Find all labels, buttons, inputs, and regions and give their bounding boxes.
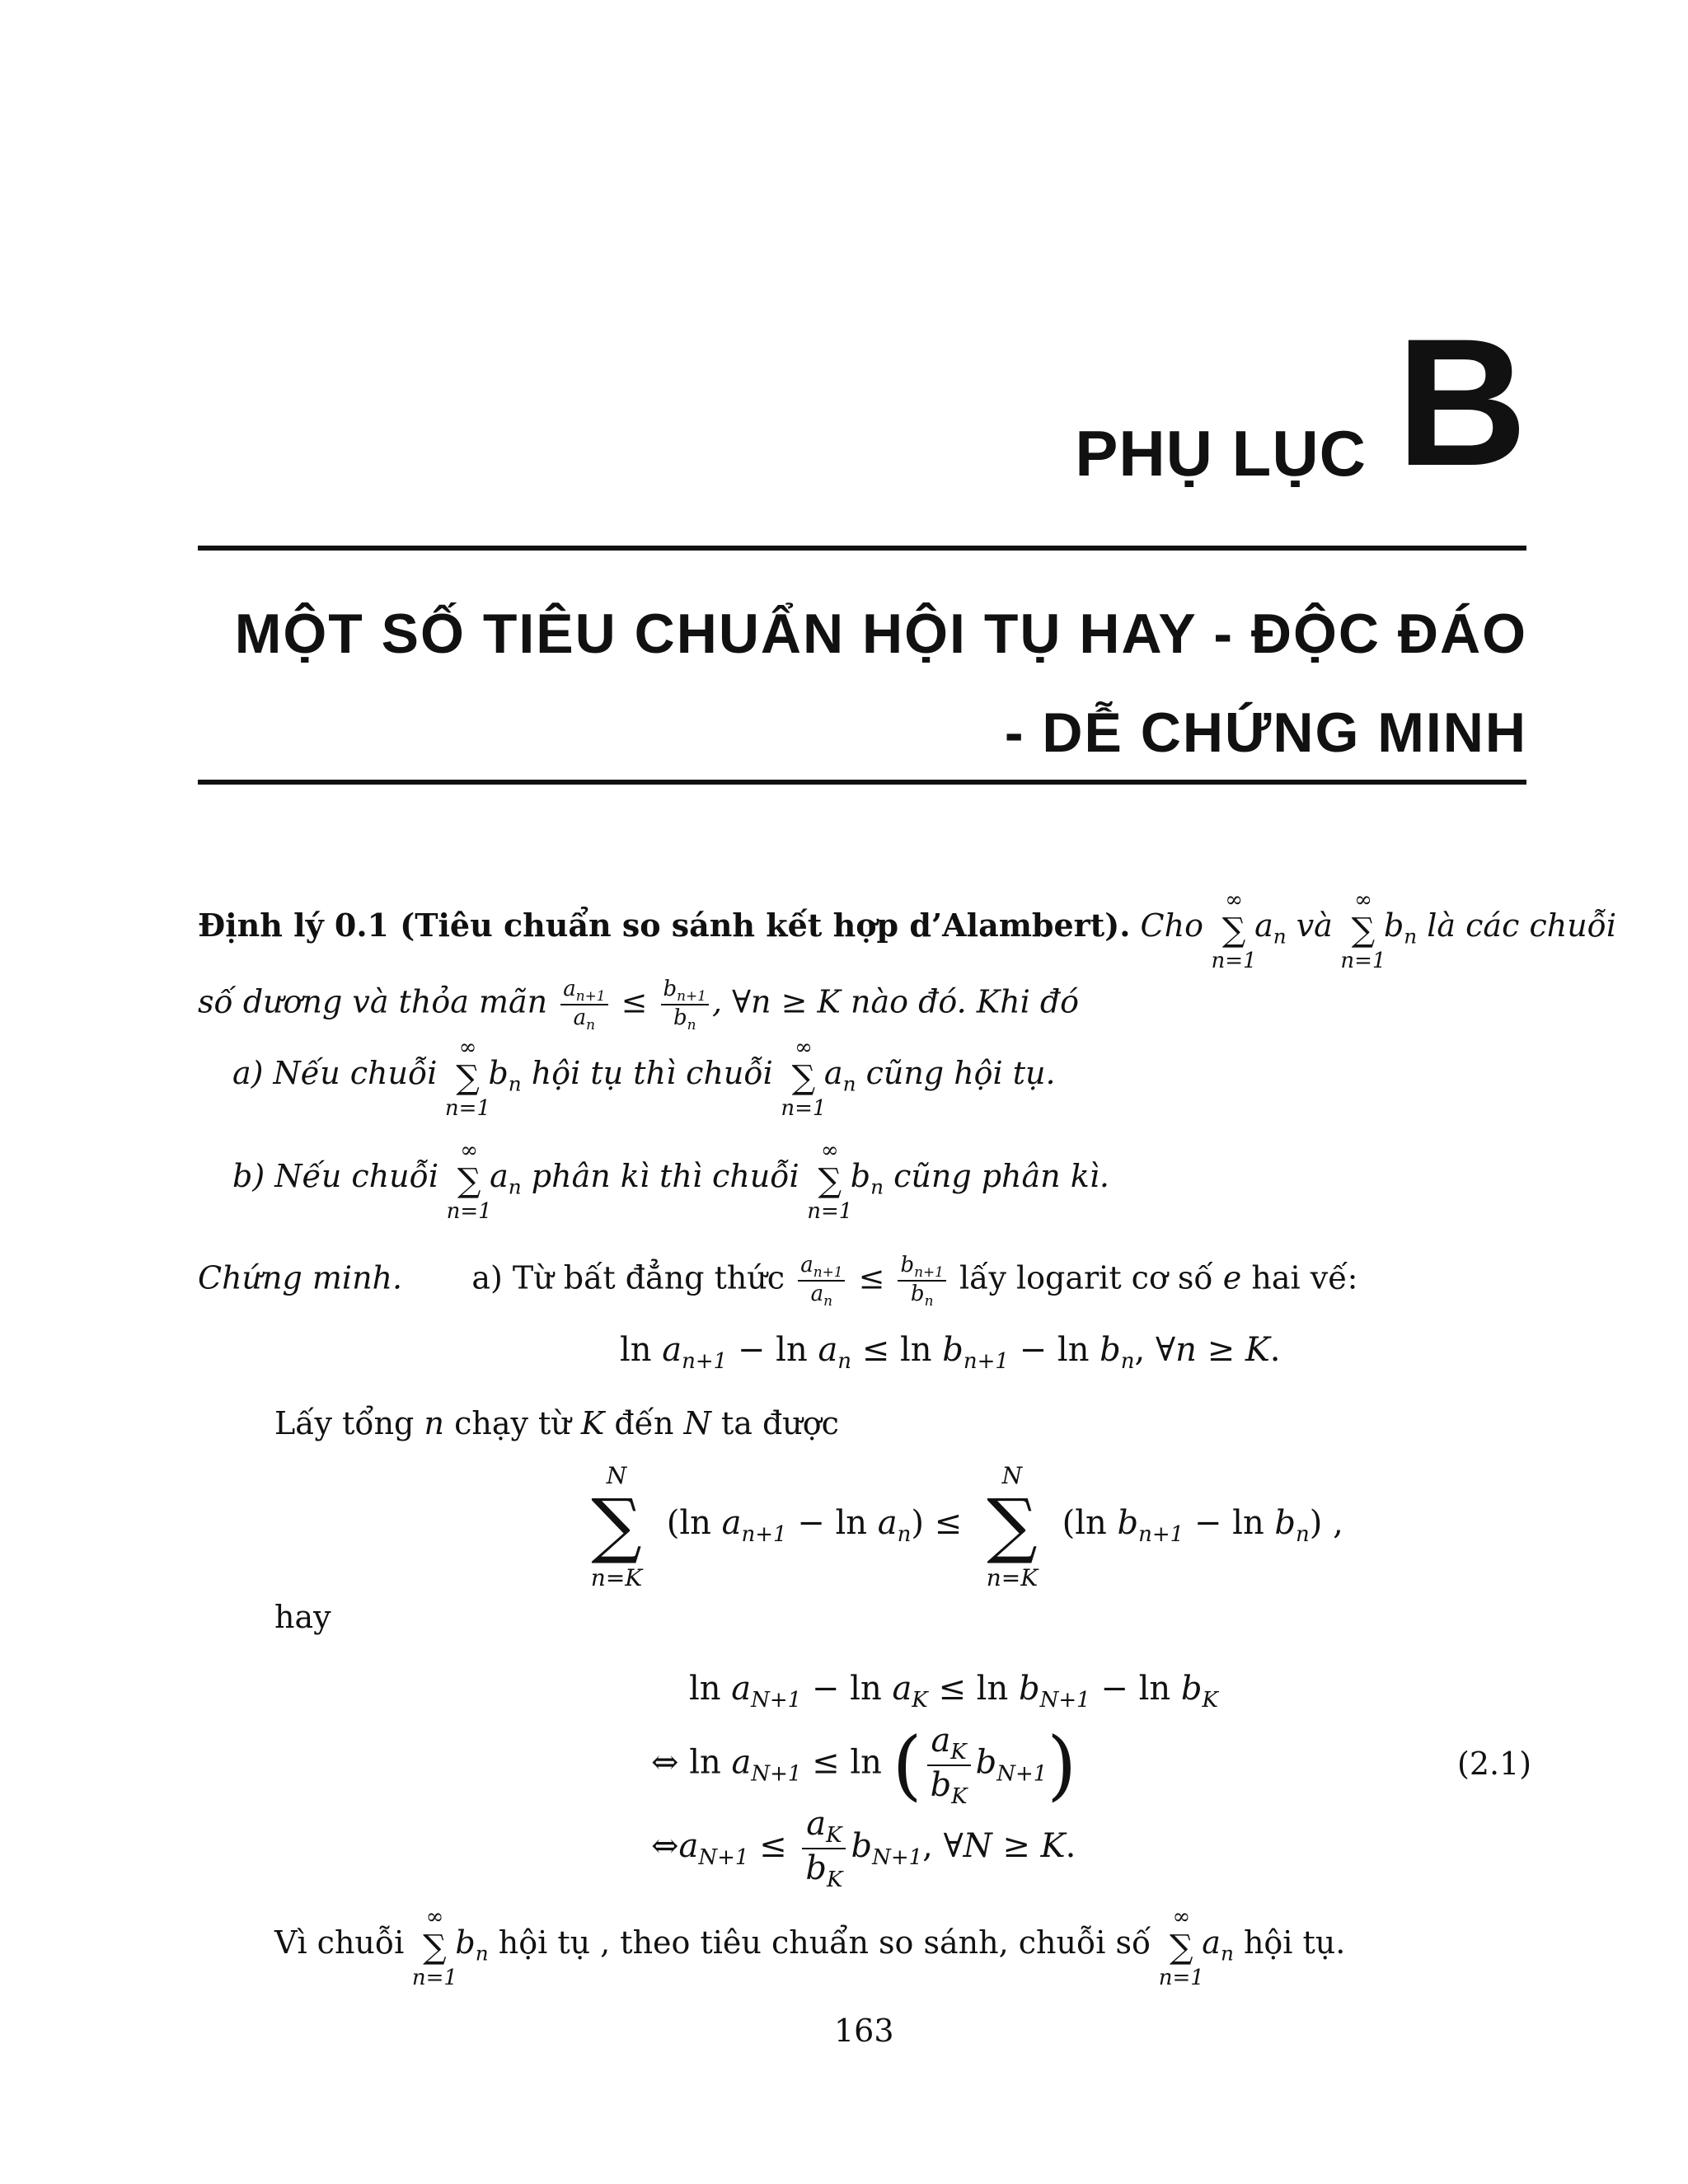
equation-log-inequality: $\ln a_{n+1} - \ln a_n \le \ln b_{n+1} - \ln b_n$, ∀n ≥ K.: [620, 1331, 1281, 1374]
theorem-text: nào đó. Khi đó: [850, 983, 1080, 1020]
proof-text: hai vế:: [1251, 1259, 1358, 1296]
proof-label: Chứng minh.: [198, 1259, 403, 1296]
item-text: hội tụ thì chuỗi: [531, 1055, 773, 1091]
fraction: $\frac{a_{n+1}}{a_n}$: [798, 1253, 845, 1309]
item-text: cũng hội tụ.: [865, 1055, 1056, 1091]
chapter-letter: B: [1396, 301, 1527, 504]
theorem-text: và: [1296, 907, 1333, 944]
proof-text: a) Từ bất đẳng thức: [471, 1259, 785, 1296]
fraction: $\frac{b_{n+1}}{b_n}$: [898, 1253, 945, 1309]
theorem-item-b: b) Nếu chuỗi ∞ ∑ n=1 $a_n$ phân kì thì chuỗi ∞ ∑ n=1 $b_n$ cũng phân kì.: [232, 1137, 1109, 1224]
sum-symbol: ∞ ∑ n=1: [781, 1034, 827, 1121]
title-rule-bottom: [198, 780, 1526, 785]
fraction: $\frac{a_{n+1}}{a_n}$: [560, 977, 607, 1033]
equation-sum-inequality: N ∑ n=K (ln $a_{n+1} - \ln a_n$) ≤ N ∑ n=K (ln $b_{n+1} - \ln b_n$) ,: [577, 1490, 1343, 1561]
sum-symbol: ∞ ∑ n=1: [411, 1904, 457, 1990]
page-number: 163: [834, 2013, 894, 2049]
equation-line1: $\ln a_{N+1} - \ln a_K \le \ln b_{N+1} - \ln b_K$: [689, 1670, 1218, 1713]
equation-number: (2.1): [1457, 1746, 1532, 1782]
proof-text: chạy từ: [454, 1405, 571, 1441]
chapter-title-line2: - DỄ CHỨNG MINH: [1004, 701, 1527, 764]
fraction: $\frac{a_K}{b_K}$: [927, 1722, 971, 1809]
proof-text: Vì chuỗi: [274, 1924, 405, 1961]
theorem-item-a: a) Nếu chuỗi ∞ ∑ n=1 $b_n$ hội tụ thì chuỗi ∞ ∑ n=1 $a_n$ cũng hội tụ.: [232, 1034, 1056, 1121]
theorem-statement-line2: số dương và thỏa mãn $\frac{a_{n+1}}{a_n}$ ≤ $\frac{b_{n+1}}{b_n}$ , ∀n ≥ K nào đó. Khi đó: [198, 977, 1080, 1033]
proof-text: lấy logarit cơ số: [959, 1259, 1213, 1296]
proof-conclusion: Vì chuỗi ∞ ∑ n=1 $b_n$ hội tụ , theo tiêu chuẩn so sánh, chuỗi số ∞ ∑ n=1 $a_n$ hội tụ.: [274, 1904, 1346, 1990]
proof-text: ta được: [720, 1405, 839, 1441]
theorem-text: Cho: [1140, 907, 1203, 944]
fraction: $\frac{a_K}{b_K}$: [802, 1805, 846, 1892]
proof-text: đến: [614, 1405, 674, 1441]
theorem-label: Định lý 0.1 (Tiêu chuẩn so sánh kết hợp d’Alambert).: [198, 907, 1131, 944]
chapter-word: PHỤ LỤC: [1075, 417, 1367, 490]
sum-symbol: N ∑ n=K: [986, 1462, 1039, 1591]
title-rule-top: [198, 546, 1526, 551]
theorem-text: là các chuỗi: [1427, 907, 1617, 944]
chapter-title-line1: MỘT SỐ TIÊU CHUẨN HỘI TỤ HAY - ĐỘC ĐÁO: [234, 602, 1527, 665]
proof-text: Lấy tổng: [274, 1405, 415, 1441]
sum-symbol: N ∑ n=K: [590, 1462, 643, 1591]
sum-symbol: ∞ ∑ n=1: [444, 1034, 490, 1121]
item-text: cũng phân kì.: [893, 1158, 1109, 1194]
equation-line2: ⇔ $\ln a_{N+1} \le \ln$ ( $\frac{a_K}{b_K}$ $b_{N+1}$): [651, 1721, 1077, 1809]
proof-text: hội tụ.: [1243, 1924, 1346, 1961]
fraction: $\frac{b_{n+1}}{b_n}$: [661, 977, 709, 1033]
item-text: phân kì thì chuỗi: [531, 1158, 799, 1194]
sum-symbol: ∞ ∑ n=1: [1340, 887, 1386, 973]
sum-symbol: ∞ ∑ n=1: [1211, 887, 1257, 973]
equation-line3: $\Leftrightarrow a_{N+1}$ ≤ $\frac{a_K}{b_K}$ $b_{N+1}$, ∀N ≥ K.: [651, 1805, 1076, 1892]
theorem-statement-line1: Định lý 0.1 (Tiêu chuẩn so sánh kết hợp d’Alambert). Cho ∞ ∑ n=1 $a_n$ và ∞ ∑ n=1 $b_n$ là các chuỗi: [198, 887, 1617, 973]
proof-intro: Chứng minh. a) Từ bất đẳng thức $\frac{a_{n+1}}{a_n}$ ≤ $\frac{b_{n+1}}{b_n}$ lấy logarit cơ số e hai vế:: [198, 1253, 1358, 1310]
sum-symbol: ∞ ∑ n=1: [446, 1137, 492, 1224]
sum-symbol: ∞ ∑ n=1: [1158, 1904, 1204, 1990]
hay-text: hay: [274, 1599, 331, 1635]
theorem-text: số dương và thỏa mãn: [198, 983, 548, 1020]
proof-text: hội tụ , theo tiêu chuẩn so sánh, chuỗi số: [498, 1924, 1151, 1961]
item-text: b) Nếu chuỗi: [232, 1158, 439, 1194]
item-text: a) Nếu chuỗi: [232, 1055, 438, 1091]
sum-sentence: Lấy tổng n chạy từ K đến N ta được: [274, 1405, 839, 1441]
sum-symbol: ∞ ∑ n=1: [807, 1137, 853, 1224]
